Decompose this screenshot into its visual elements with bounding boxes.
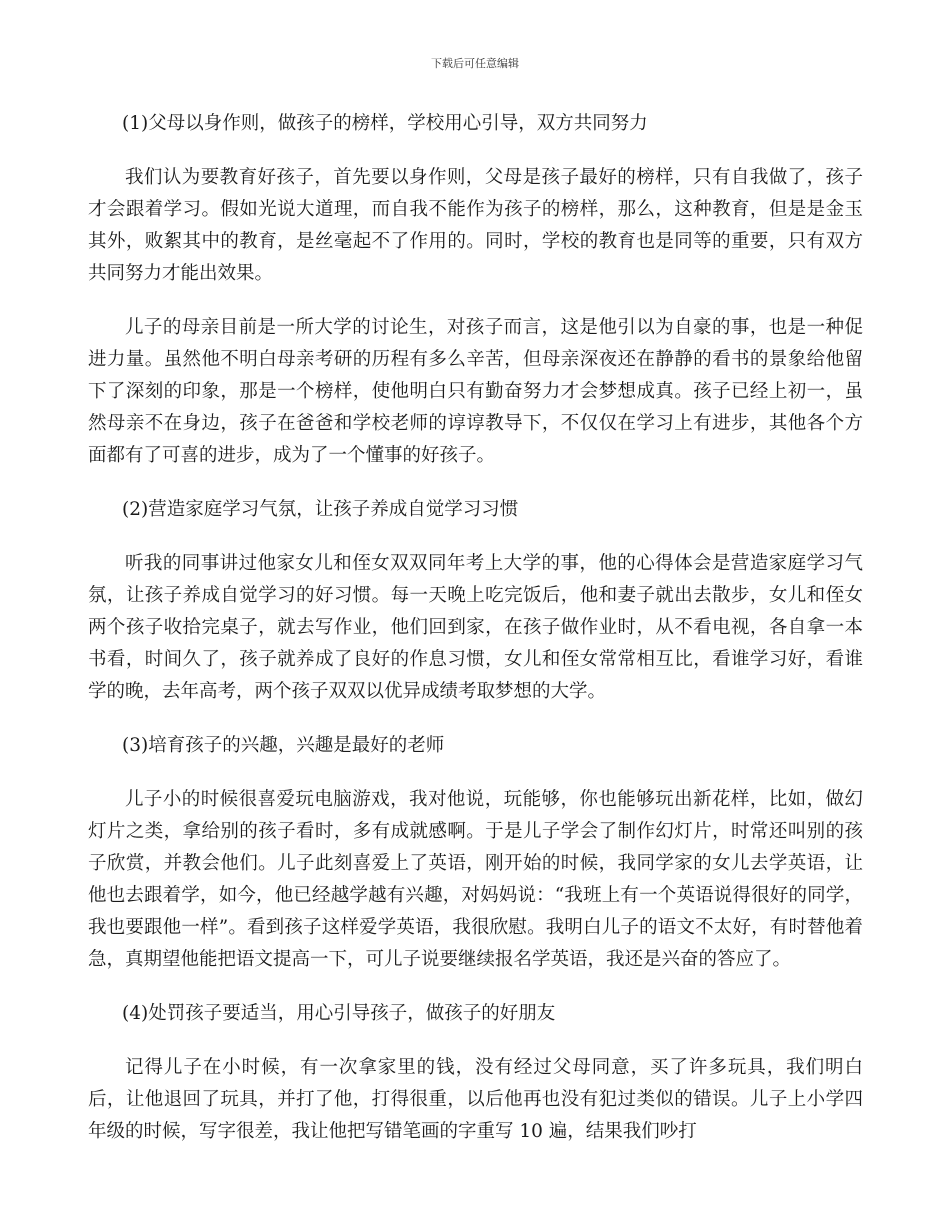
section-heading-1: (1)父母以身作则，做孩子的榜样，学校用心引导，双方共同努力 (122, 113, 648, 134)
paragraph-1-1: 我们认为要教育好孩子，首先要以身作则，父母是孩子最好的榜样，只有自我做了，孩子才会跟着学习。假如光说大道理，而自我不能作为孩子的榜样，那么，这种教育，但是是金玉其外，败絮其中的教育，是丝毫起不了作用的。同时，学校的教育也是同等的重要，只有双方共同努力才能出效果。 (88, 167, 863, 284)
page-header: 下载后可任意编辑 (431, 57, 519, 70)
paragraph-3-1: 儿子小的时候很喜爱玩电脑游戏，我对他说，玩能够，你也能够玩出新花样，比如，做幻灯片之类，拿给别的孩子看时，多有成就感啊。于是儿子学会了制作幻灯片，时常还叫别的孩子欣赏，并教会他们。儿子此刻喜爱上了英语，刚开始的时候，我同学家的女儿去学英语，让他也去跟着学，如今，他已经越学越有兴趣，对妈妈说：“我班上有一个英语说得很好的同学，我也要跟他一样”。看到孩子这样爱学英语，我很欣慰。我明白儿子的语文不太好，有时替他着急，真期望他能把语文提高一下，可儿子说要继续报名学英语，我还是兴奋的答应了。 (88, 789, 863, 970)
paragraph-4-1: 记得儿子在小时候，有一次拿家里的钱，没有经过父母同意，买了许多玩具，我们明白后，让他退回了玩具，并打了他，打得很重，以后他再也没有犯过类似的错误。儿子上小学四年级的时候，写字很差，我让他把写错笔画的字重写 10 遍，结果我们吵打 (88, 1057, 863, 1142)
section-heading-3: (3)培育孩子的兴趣，兴趣是最好的老师 (122, 735, 445, 756)
section-heading-4: (4)处罚孩子要适当，用心引导孩子，做孩子的好朋友 (122, 1003, 556, 1024)
paragraph-1-2: 儿子的母亲目前是一所大学的讨论生，对孩子而言，这是他引以为自豪的事，也是一种促进力量。虽然他不明白母亲考研的历程有多么辛苦，但母亲深夜还在静静的看书的景象给他留下了深刻的印象，那是一个榜样，使他明白只有勤奋努力才会梦想成真。孩子已经上初一，虽然母亲不在身边，孩子在爸爸和学校老师的谆谆教导下，不仅仅在学习上有进步，其他各个方面都有了可喜的进步，成为了一个懂事的好孩子。 (88, 317, 863, 466)
paragraph-2-1: 听我的同事讲过他家女儿和侄女双双同年考上大学的事，他的心得体会是营造家庭学习气氛，让孩子养成自觉学习的好习惯。每一天晚上吃完饭后，他和妻子就出去散步，女儿和侄女两个孩子收拾完桌子，就去写作业，他们回到家，在孩子做作业时，从不看电视，各自拿一本书看，时间久了，孩子就养成了良好的作息习惯，女儿和侄女常常相互比，看谁学习好，看谁学的晚，去年高考，两个孩子双双以优异成绩考取梦想的大学。 (88, 553, 863, 702)
section-heading-2: (2)营造家庭学习气氛，让孩子养成自觉学习习惯 (122, 499, 519, 520)
document-body (88, 108, 863, 1170)
